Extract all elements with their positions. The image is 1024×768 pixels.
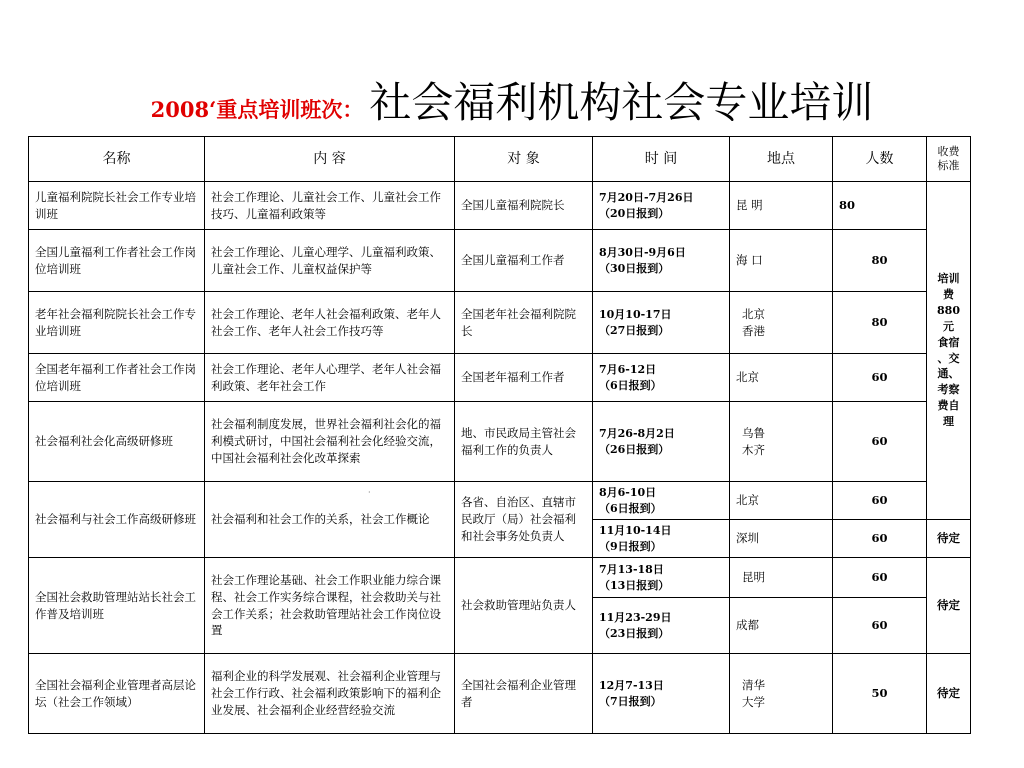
fee-note-line: 元 [943,319,954,333]
place-line: 木齐 [742,442,765,457]
course-count: 60 [833,558,927,598]
table-row [29,292,971,354]
time-report: （9日报到） [599,539,662,553]
course-place: 海 口 [730,230,833,292]
time-report: （7日报到） [599,694,662,708]
course-content: 社会工作理论、老年人社会福利政策、老年人社会工作、老年人社会工作技巧等 [205,292,455,354]
table-row [29,354,971,402]
table-row [29,654,971,734]
course-name: 社会福利社会化高级研修班 [29,402,205,482]
course-time [593,182,730,230]
time-range: 8月6-10日 [599,485,657,499]
course-target: 地、市民政局主管社会福利工作的负责人 [455,402,593,482]
title-prefix: 2008‘重点培训班次： [150,97,364,122]
course-target: 全国儿童福利工作者 [455,230,593,292]
time-report: （27日报到） [599,323,670,337]
table-row [29,402,971,482]
course-content: 福利企业的科学发展观、社会福利企业管理与社会工作行政、社会福利政策影响下的福利企业发展、社会福利企业经营经验交流 [205,654,455,734]
time-report: （6日报到） [599,501,662,515]
course-content: 社会工作理论基础、社会工作职业能力综合课程、社会工作实务综合课程，社会救助关与社会工作关系；社会救助管理站社会工作岗位设置 [205,558,455,654]
course-target: 全国社会福利企业管理者 [455,654,593,734]
time-range: 8月30日-9月6日 [599,245,686,259]
course-time [593,520,730,558]
time-range: 10月10-17日 [599,307,672,321]
course-count: 60 [833,520,927,558]
header-target: 对 象 [455,137,593,182]
place-stack [736,425,765,458]
fee-note-line: 880 [937,303,960,317]
course-fee: 待定 [927,654,971,734]
course-place [730,402,833,482]
header-fee [927,137,971,182]
fee-note-line: 费 [943,287,954,301]
header-fee-line2: 标准 [937,159,960,172]
place-line: 大学 [742,694,765,709]
course-count: 60 [833,354,927,402]
fee-note [927,182,971,520]
course-count: 60 [833,598,927,654]
place-stack [736,306,765,339]
course-fee: 待定 [927,520,971,558]
table-row [29,182,971,230]
course-time [593,354,730,402]
course-count: 80 [833,292,927,354]
course-place: 深圳 [730,520,833,558]
course-time [593,402,730,482]
course-count: 80 [833,182,927,230]
fee-note-line: 食宿 [937,335,960,349]
course-target: 全国老年社会福利院院长 [455,292,593,354]
training-schedule-table [28,136,971,734]
table-row [29,230,971,292]
course-content: 社会福利制度发展，世界社会福利社会化的福利模式研讨，中国社会福利社会化经验交流，中国社会福利社会化改革探索 [205,402,455,482]
course-content: 社会工作理论、儿童社会工作、儿童社会工作技巧、儿童福利政策等 [205,182,455,230]
course-count: 50 [833,654,927,734]
place-line: 清华 [742,677,765,692]
course-place: 北京 [730,482,833,520]
course-fee: 待定 [927,558,971,654]
course-name: 社会福利与社会工作高级研修班 [29,482,205,558]
fee-note-line: 通、考察 [937,367,960,397]
fee-note-line: 、交 [937,351,960,365]
course-count: 60 [833,402,927,482]
time-report: （13日报到） [599,578,670,592]
place-line: 昆明 [742,570,765,585]
time-report: （26日报到） [599,442,670,456]
header-name: 名称 [29,137,205,182]
course-time [593,654,730,734]
course-target: 社会救助管理站负责人 [455,558,593,654]
fee-note-line: 理 [943,415,954,429]
place-line: 香港 [742,323,765,338]
course-name: 全国儿童福利工作者社会工作岗位培训班 [29,230,205,292]
header-content: 内 容 [205,137,455,182]
course-time [593,598,730,654]
course-name: 全国社会福利企业管理者高层论坛（社会工作领域） [29,654,205,734]
header-fee-line1: 收费 [937,144,960,158]
course-place [730,558,833,598]
course-target: 各省、自治区、直辖市民政厅（局）社会福利和社会事务处负责人 [455,482,593,558]
header-count: 人数 [833,137,927,182]
table-header-row [29,137,971,182]
header-time: 时 间 [593,137,730,182]
course-target: 全国儿童福利院院长 [455,182,593,230]
course-time [593,292,730,354]
course-place: 成都 [730,598,833,654]
course-time [593,558,730,598]
time-range: 11月10-14日 [599,523,672,537]
stray-dot: · [368,488,371,497]
course-target: 全国老年福利工作者 [455,354,593,402]
time-range: 7月20日-7月26日 [599,190,694,204]
course-name: 儿童福利院院长社会工作专业培训班 [29,182,205,230]
course-count: 80 [833,230,927,292]
time-report: （30日报到） [599,261,670,275]
place-stack [736,677,765,710]
course-place: 北京 [730,354,833,402]
time-report: （23日报到） [599,626,670,640]
course-count: 60 [833,482,927,520]
time-report: （6日报到） [599,378,662,392]
fee-note-line: 费自 [937,399,960,413]
course-name: 全国老年福利工作者社会工作岗位培训班 [29,354,205,402]
table-row [29,558,971,598]
course-time [593,230,730,292]
course-place [730,292,833,354]
course-place [730,654,833,734]
header-place: 地点 [730,137,833,182]
time-report: （20日报到） [599,206,670,220]
place-line: 乌鲁 [742,425,765,440]
time-range: 12月7-13日 [599,678,664,692]
course-name: 全国社会救助管理站站长社会工作普及培训班 [29,558,205,654]
time-range: 7月13-18日 [599,562,664,576]
time-range: 7月6-12日 [599,362,657,376]
course-content: 社会工作理论、儿童心理学、儿童福利政策、儿童社会工作、儿童权益保护等 [205,230,455,292]
time-range: 7月26-8月2日 [599,426,675,440]
course-place: 昆 明 [730,182,833,230]
course-time [593,482,730,520]
course-content: 社会福利和社会工作的关系，社会工作概论 [205,482,455,558]
title-main: 社会福利机构社会专业培训 [369,78,874,127]
time-range: 11月23-29日 [599,610,672,624]
course-content: 社会工作理论、老年人心理学、老年人社会福利政策、老年社会工作 [205,354,455,402]
course-name: 老年社会福利院院长社会工作专业培训班 [29,292,205,354]
table-row [29,482,971,520]
place-line: 北京 [742,306,765,321]
page-title [0,70,1024,130]
fee-note-line: 培训 [937,271,960,285]
